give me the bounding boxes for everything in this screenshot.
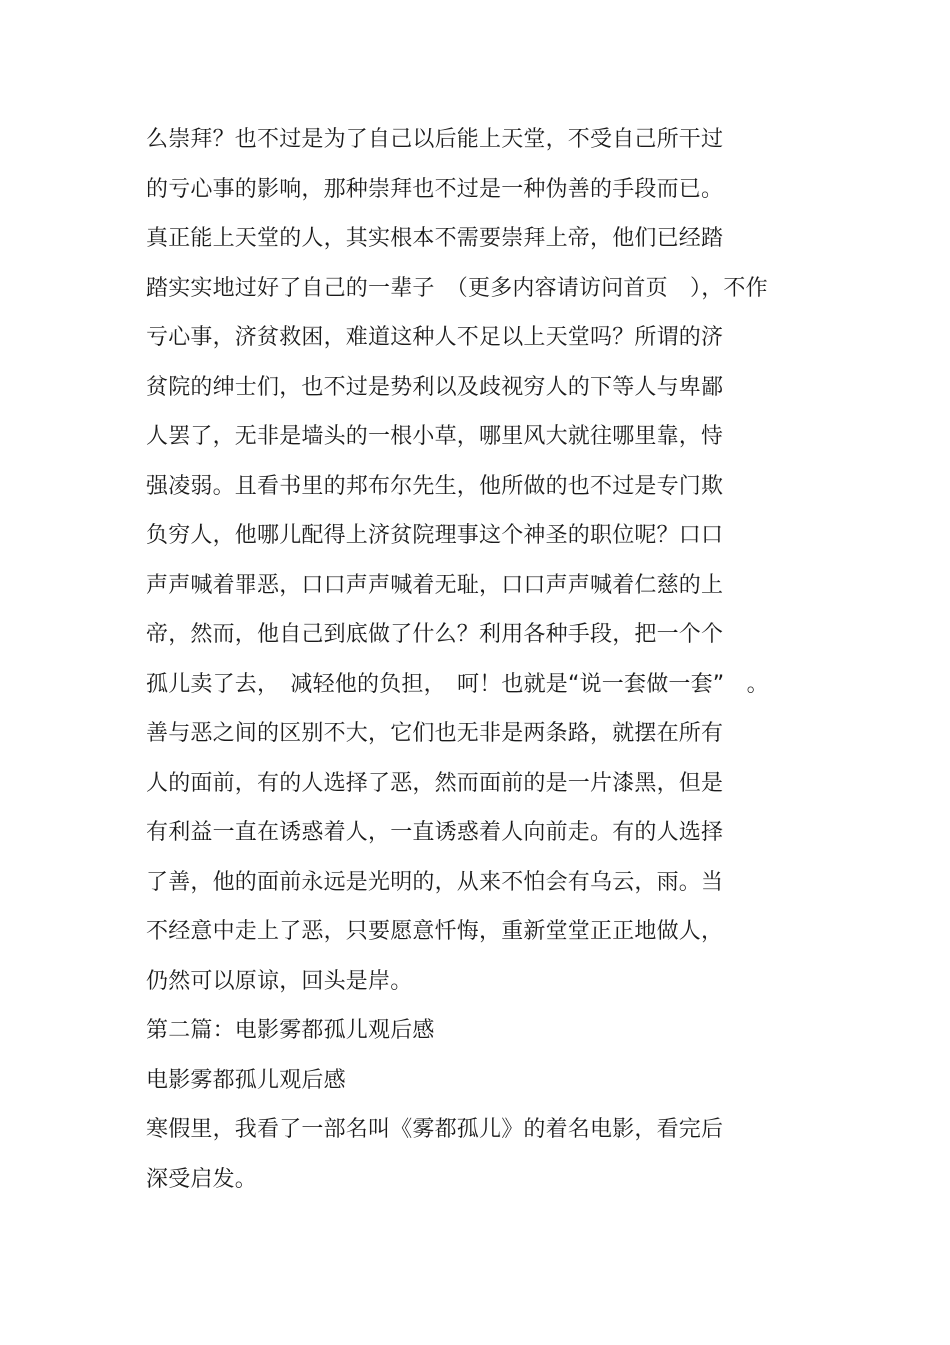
text-line: 的亏心事的影响，那种崇拜也不过是一种伪善的手段而已。 [146, 176, 724, 202]
text-line: 真正能上天堂的人，其实根本不需要崇拜上帝，他们已经踏 [146, 226, 724, 251]
text-line: 仍然可以原谅，回头是岸。 [146, 968, 413, 994]
text-line: 人罢了，无非是墙头的一根小草，哪里风大就往哪里靠，恃 [146, 424, 724, 449]
text-line: 亏心事，济贫救困，难道这种人不足以上天堂吗？所谓的济 [146, 325, 724, 350]
text-line: 了善，他的面前永远是光明的，从来不怕会有乌云，雨。当 [146, 869, 724, 895]
text-line: 寒假里，我看了一部名叫《雾都孤儿》的着名电影，看完后 [146, 1117, 724, 1142]
document-body [146, 121, 846, 1210]
text-line: 孤儿卖了去， 减轻他的负担， 呵！也就是“说一套做一套” 。 [146, 671, 769, 697]
text-line: 贫院的绅士们，也不过是势利以及歧视穷人的下等人与卑鄙 [146, 374, 724, 400]
text-line: 善与恶之间的区别不大，它们也无非是两条路，就摆在所有 [146, 721, 724, 746]
text-line: 声声喊着罪恶，口口声声喊着无耻，口口声声喊着仁慈的上 [146, 572, 724, 598]
section-heading: 第二篇：电影雾都孤儿观后感 [146, 1018, 435, 1043]
text-line: 不经意中走上了恶，只要愿意忏悔，重新堂堂正正地做人， [146, 919, 724, 944]
text-line: 深受启发。 [146, 1166, 258, 1192]
text-line: 么崇拜？也不过是为了自己以后能上天堂，不受自己所干过 [146, 127, 724, 152]
article-title: 电影雾都孤儿观后感 [146, 1067, 346, 1093]
text-line: 踏实实地过好了自己的一辈子 （更多内容请访问首页 ），不作 [146, 275, 768, 301]
text-line: 人的面前，有的人选择了恶，然而面前的是一片漆黑，但是 [146, 770, 724, 796]
text-line: 帝，然而，他自己到底做了什么？利用各种手段，把一个个 [146, 622, 724, 647]
text-line: 有利益一直在诱惑着人，一直诱惑着人向前走。有的人选择 [146, 820, 724, 845]
text-line: 强凌弱。且看书里的邦布尔先生，他所做的也不过是专门欺 [146, 473, 724, 499]
text-line: 负穷人，他哪儿配得上济贫院理事这个神圣的职位呢？口口 [146, 523, 724, 548]
